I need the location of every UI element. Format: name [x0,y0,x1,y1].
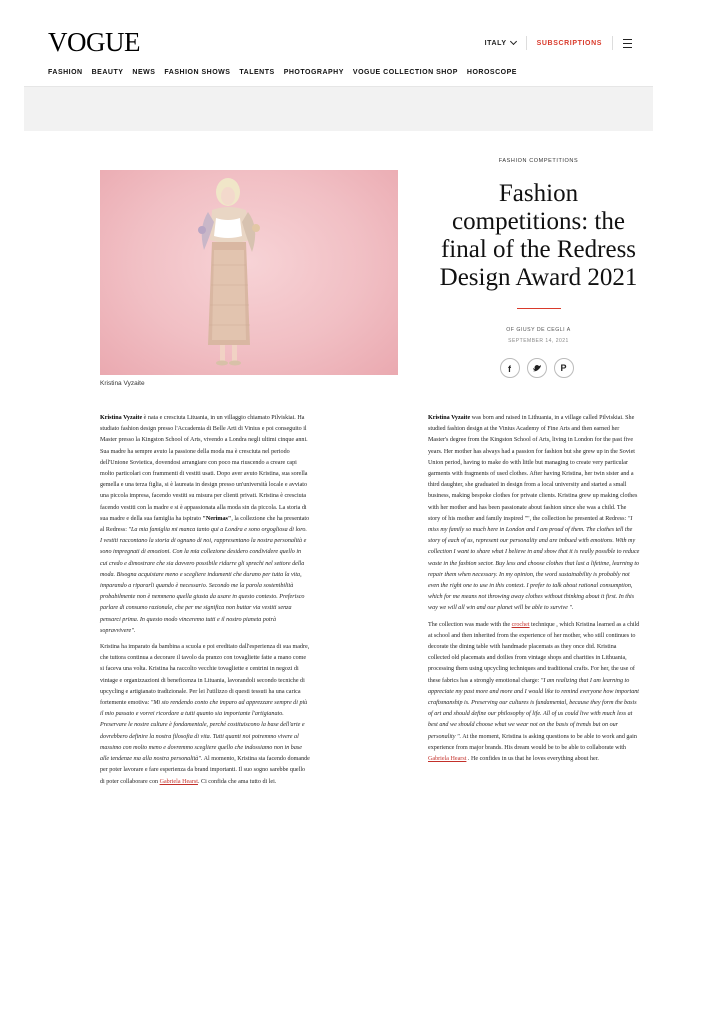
twitter-icon [532,364,542,373]
italian-paragraph-2 [100,642,310,788]
subscriptions-link[interactable]: SUBSCRIPTIONS [536,39,602,47]
title-divider [517,308,561,309]
gabriela-hearst-link[interactable]: Gabriela Hearst [428,756,467,763]
paragraph-text: was born and raised in Lithuania, in a village called Pilviskiai. She studied fashion design at the Vinius Academy of Fine Arts and then earned her Master's degree from the Kingston School of Arts, living in London for the past five years. Her mother has always had a passion for fashion but she grew up in the Soviet Union period, having to make do with little but managing to create very particular garments with fragments of used clothes. After having Kristina, her twin sister and a third daughter, she graduated in design from a local university and started a small business, making bespoke clothes for private clients. Kristina grew up making clothes with her mother and has been passionate about fashion since she was a child. The story of his mother and family inspired "", the collection he presented at Redress: [428,415,638,522]
svg-text:P: P [560,363,567,373]
paragraph-text: technique , which Kristina learned as a child at school and then inherited from the experience of her mother, who still continues to decorate the dining table with handmade placemats as they once did. Kristina collected old placemats and doilies from vintage shops and charities in Lithuania, processing them using upcycling techniques and traditional crafts. For her, the use of these fabrics has a strongly emotional charge: [428,621,640,684]
paragraph-text: . Ci confida che ama tutto di lei. [197,778,277,785]
model-figure-illustration [100,170,398,375]
nav-item-news[interactable]: NEWS [132,69,156,76]
article-body-italian [100,413,310,793]
designer-quote: "Mi sto rendendo conto che imparo ad apprezzare sempre di più il mio passato e vorrei ricordare a tutti quanto sia importante l'artigianato. Preservare le nostre culture è fondamentale, perché costituiscono la base dell'arte e dovrebbero definire la nostra filosofia di vita. Tutti quanti noi potremmo vivere al massimo con molto meno e dovremmo scegliere quello che indossiamo non in base alle tendenze ma alla nostra personalità". [100,700,308,763]
english-paragraph-2 [428,620,640,766]
header-divider [612,36,613,50]
hero-caption: Kristina Vyzaite [100,380,145,387]
article-category[interactable]: FASHION COMPETITIONS [498,158,579,164]
gabriela-hearst-link[interactable]: Gabriela Hearst [159,778,198,785]
paragraph-text: At the moment, Kristina is asking questions to be able to work and gain experience from major brands. His dream would be to be able to collaborate with [428,733,637,751]
header-divider [526,36,527,50]
paragraph-text: Kristina ha imparato da bambina a scuola e poi ereditato dall'esperienza di sua madre, che tuttora continua a decorare il tavolo da pranzo con tovagliette fatte a mano come si faceva una volta. Kristina ha raccolto vecchie tovagliette e centrini in negozi di vintage e organizzazioni di beneficenza in Lituania, lavorandoli secondo tecniche di upcycling e artigianato tradizionale. Per lei l'utilizzo di questi tessuti ha una carica fortemente emotiva: [100,644,310,707]
designer-quote: "I am realizing that I am learning to appreciate my past more and more and I would like to remind everyone how important craftsmanship is. Preserving our cultures is fundamental, because they form the basis of art and should define our philosophy of life. All of us could live with much less at best and we should choose what we wear not on the basis of trends but on our personality ". [428,677,639,740]
nav-item-photography[interactable]: PHOTOGRAPHY [283,69,344,76]
subject-name: Kristina Vyzaite [100,415,143,421]
pinterest-icon [560,363,568,373]
paragraph-text: , la collezione che ha presentato al Redress: [100,515,310,534]
paragraph-text: Al momento, Kristina sta facendo domande per poter lavorare e fare esperienza da brand importanti. Il suo sogno sarebbe quello di poter collaborare con [100,756,310,785]
vogue-logo[interactable]: VOGUE [48,27,140,57]
nav-item-beauty[interactable]: BEAUTY [91,69,124,76]
paragraph-text: The collection was made with the [428,621,512,628]
nav-item-fashion[interactable]: FASHION [48,69,83,76]
svg-text:f: f [508,363,511,373]
nav-item-talents[interactable]: TALENTS [239,69,275,76]
article-date: SEPTEMBER 14, 2021 [508,338,569,344]
twitter-share-button[interactable] [527,358,547,378]
english-paragraph-1 [428,413,640,615]
header-actions [485,36,632,50]
article-byline[interactable]: OF GIUSY DE CEGLI A [506,327,571,333]
hero-image [100,170,398,375]
nav-item-fashion-shows[interactable]: FASHION SHOWS [164,69,231,76]
crochet-link[interactable]: crochet [511,621,530,628]
main-nav [48,69,517,76]
pinterest-share-button[interactable] [554,358,574,378]
facebook-share-button[interactable] [500,358,520,378]
paragraph-text: è nata e cresciuta Lituania, in un villaggio chiamato Pilviskiai. Ha studiato fashion design presso l'Accademia di Belle Arti di Vinius e poi conseguito il Master presso la Kingston School of Arts, vivendo a Londra negli ultimi cinque anni. Sua madre ha sempre avuto la passione della moda ma è cresciuta nel periodo dell'Unione Sovietica, dovendosi arrangiare con poco ma riuscendo a creare capi molto particolari con frammenti di vestiti usati. Dopo aver avuto Kristina, sua sorella gemella e una terza figlia, si è laureata in design presso un'università locale e avviato una piccola impresa, facendo vestiti su misura per clienti privati. Kristina è cresciuta facendo vestiti con la madre e si è appassionata alla moda sin da piccola. La storia di sua madre e della sua famiglia ha ispirato [100,415,308,522]
country-selector[interactable] [485,40,516,47]
article-body-english [428,413,640,770]
hamburger-menu-icon[interactable] [623,39,632,48]
nav-item-collection-shop[interactable]: VOGUE COLLECTION SHOP [352,69,458,76]
designer-quote: "I miss my family so much here in London and I am proud of them. The clothes tell the story of each of us, represent our personality and are imbued with emotions. With my collection I want to share what I believe in and show that it is really possible to reduce waste in the fashion sector. Buy less and choose clothes that last a lifetime, learning to repair them when necessary. In my opinion, the word sustainability is probably not even the right one to use in this context. I prefer to talk about rational consumption, which for me means not throwing away clothes without thinking about it first. In this way we will all win and our planet will be able to survive ". [428,515,640,612]
ad-banner-placeholder [24,87,653,131]
nav-item-horoscope[interactable]: HOROSCOPE [466,69,517,76]
article-title: Fashion competitions: the final of the Redress Design Award 2021 [439,180,638,291]
italian-paragraph-1 [100,413,310,637]
social-share [500,358,574,378]
country-label: ITALY [484,39,507,47]
subject-name: Kristina Vyzaite [428,415,471,421]
paragraph-text: . He confides in us that he loves everything about her. [466,756,599,763]
designer-quote: "La mia famiglia mi manca tanto qui a Londra e sono orgogliosa di loro. I vestiti raccontano la storia di ognuno di noi, rappresentano la nostra personalità e sono impregnati di emozioni. Con la mia collezione desidero condividere quello in cui credo e dimostrare che sia davvero possibile ridurre gli sprechi nel settore della moda. Bisogna acquistare meno e scegliere indumenti che durano per tutta la vita, imparando a ripararli quando è necessario. Secondo me la parola sostenibilità probabilmente non è nemmeno quella giusta da usare in questo contesto. Preferisco parlare di consumo razionale, che per me significa non buttar via vestiti senza pensarci prima. In questo modo vinceremo tutti e il nostro pianeta potrà sopravvivere". [100,527,307,634]
facebook-icon [506,364,514,373]
chevron-down-icon [510,38,517,45]
collection-name: "Nerimas" [202,515,232,522]
